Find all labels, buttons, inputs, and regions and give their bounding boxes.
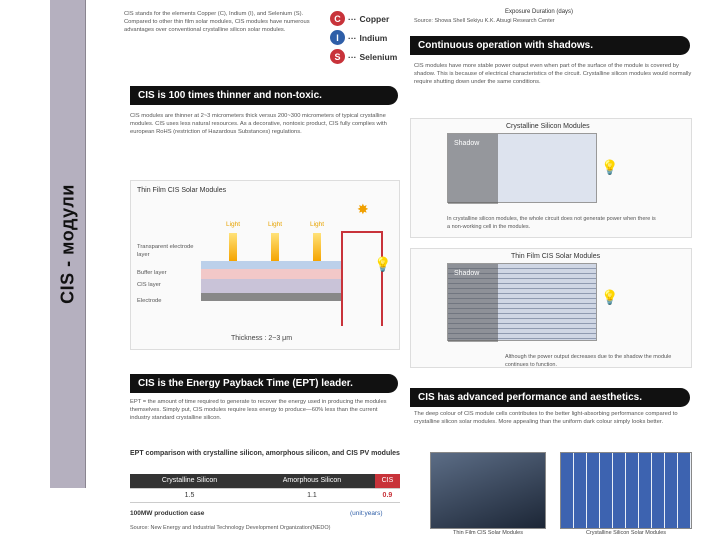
- electrode-layer: [201, 293, 341, 301]
- ept-source: Source: New Energy and Industrial Technology Development Organization(NEDO): [130, 525, 331, 531]
- light-arrow: [229, 233, 237, 261]
- intro-text: CIS stands for the elements Copper (C), Indium (I), and Selenium (S). Compared to other thin film solar modules, CIS modules have numerous advantages over conventional crystalline silicon solar modules.: [124, 11, 310, 33]
- bulb-icon: 💡: [601, 159, 619, 175]
- production-note: 100MW production case: [130, 510, 205, 517]
- col-amorphous: Amorphous Silicon: [249, 474, 375, 488]
- thin-film-diagram: [410, 248, 692, 368]
- circuit-wire: [341, 231, 343, 326]
- light-label: Light: [268, 221, 283, 228]
- layer-label: Buffer layer: [137, 270, 167, 276]
- thin-film-photo: [430, 452, 546, 529]
- thin-title: Thin Film CIS Solar Modules: [511, 253, 601, 260]
- shadow-label: Shadow: [454, 140, 480, 147]
- val-amorphous: 1.1: [249, 488, 375, 502]
- chart-source: Source: Showa Shell Sekiyu K.K. Atsugi Research Center: [414, 18, 555, 24]
- thin-section-text: CIS modules are thinner at 2~3 micrometers thick versus 200~300 micrometers of typical crystalline modules. CIS uses less natural resources. As a decorative, nontoxic product, CIS fully complies with european RoHS (restriction of Hazardous Substances) regulations.: [130, 113, 387, 135]
- sidebar-title: CIS - модули: [57, 184, 77, 304]
- element-indium: I ··· Indium: [330, 28, 397, 47]
- cis-layer-diagram: [130, 180, 400, 350]
- diagram-title: Thin Film CIS Solar Modules: [137, 187, 227, 194]
- light-label: Light: [226, 221, 241, 228]
- layer-label: Electrode: [137, 298, 162, 304]
- crystalline-diagram: [410, 118, 692, 238]
- circuit-wire: [343, 231, 383, 233]
- ept-table: [130, 474, 400, 503]
- cis-layer: [201, 279, 341, 293]
- shadow-label: Shadow: [454, 270, 480, 277]
- table-row: [130, 488, 400, 502]
- layer-label: Transparent electrode layer: [137, 244, 194, 258]
- col-cis: CIS: [375, 474, 400, 488]
- photo-caption: Crystalline Silicon Solar Modules: [585, 530, 667, 536]
- light-label: Light: [310, 221, 325, 228]
- thin-section-header: CIS is 100 times thinner and non-toxic.: [130, 86, 398, 105]
- element-list: [330, 9, 397, 66]
- thin-film-module: [447, 263, 597, 341]
- crystal-caption: In crystalline silicon modules, the whole circuit does not generate power when there is a non-working cell in the modules.: [447, 216, 656, 230]
- ept-section-header: CIS is the Energy Payback Time (EPT) leader.: [130, 374, 398, 393]
- unit-note: (unit:years): [350, 510, 383, 517]
- val-crystalline: 1.5: [130, 488, 249, 502]
- transparent-electrode-layer: [201, 261, 341, 269]
- crystal-title: Crystalline Silicon Modules: [506, 123, 590, 130]
- layer-label: CIS layer: [137, 282, 161, 288]
- sun-icon: ✸: [357, 201, 369, 217]
- crystalline-photo: [560, 452, 692, 529]
- element-copper: C ··· Copper: [330, 9, 397, 28]
- ept-section-text: EPT = the amount of time required to generate to recover the energy used in producing the modules themselves. Simply put, CIS modules require less energy to produce—60% less than the current industry standard crystalline silicon.: [130, 399, 387, 421]
- element-selenium: S ··· Selenium: [330, 47, 397, 66]
- thickness-label: Thickness : 2~3 μm: [231, 335, 293, 342]
- circuit-wire: [381, 231, 383, 326]
- light-arrow: [313, 233, 321, 261]
- bulb-icon: 💡: [601, 289, 619, 305]
- aesthetics-section-header: CIS has advanced performance and aesthetics.: [410, 388, 690, 407]
- bulb-icon: 💡: [374, 256, 392, 272]
- aesthetics-section-text: The deep colour of CIS module cells contributes to the better light-absorbing performance compared to crystalline silicon solar modules. More appealing than the uniform dark colour simply looks better.: [414, 411, 678, 425]
- col-crystalline: Crystalline Silicon: [130, 474, 249, 488]
- shadow-section-text: CIS modules have more stable power output even when part of the surface of the module is covered by shadow. This is because of electrical characteristics of the circuit. Crystalline silicon modules would normally require shutting down under the same conditions.: [414, 63, 692, 85]
- crystalline-module: [447, 133, 597, 203]
- val-cis: 0.9: [375, 488, 400, 502]
- light-arrow: [271, 233, 279, 261]
- buffer-layer: [201, 269, 341, 279]
- table-header-row: [130, 474, 400, 488]
- photo-caption: Thin Film CIS Solar Modules: [453, 530, 523, 536]
- thin-caption: Although the power output decreases due to the shadow the module continues to function.: [505, 354, 672, 368]
- sidebar: [50, 0, 86, 488]
- chart-axis-title: Exposure Duration (days): [505, 9, 574, 15]
- ept-table-title: EPT comparison with crystalline silicon, amorphous silicon, and CIS PV modules: [130, 450, 400, 457]
- shadow-section-header: Continuous operation with shadows.: [410, 36, 690, 55]
